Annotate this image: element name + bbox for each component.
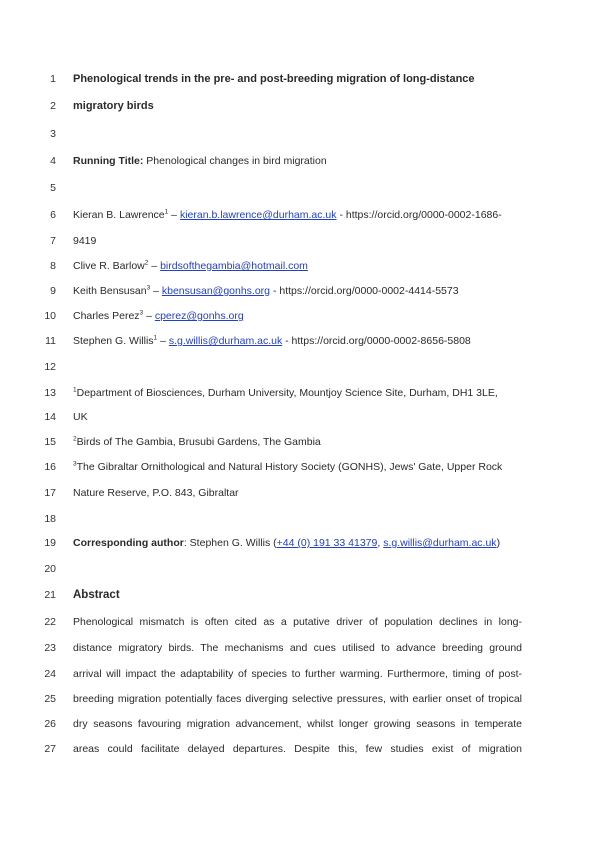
- author-name: Stephen G. Willis: [73, 335, 154, 347]
- corresponding-phone-link[interactable]: +44 (0) 191 33 41379: [276, 537, 378, 549]
- author-entry: [73, 259, 308, 273]
- author-affiliation-marker: 2: [144, 259, 149, 267]
- corresponding-name: : Stephen G. Willis (: [183, 537, 277, 549]
- author-name: Kieran B. Lawrence: [73, 209, 165, 221]
- author-affiliation-marker: 3: [146, 284, 151, 292]
- corresponding-email-link[interactable]: s.g.willis@durham.ac.uk: [383, 537, 497, 549]
- affiliation-3-cont: Nature Reserve, P.O. 843, Gibraltar: [73, 487, 239, 499]
- line-number: 13: [44, 387, 56, 399]
- line-number: 6: [50, 209, 56, 221]
- author-affiliation-marker: 1: [164, 208, 169, 216]
- line-number: 4: [50, 155, 56, 167]
- line-number: 21: [44, 589, 56, 601]
- author-email-link[interactable]: cperez@gonhs.org: [154, 310, 244, 322]
- line-number: 26: [44, 718, 56, 730]
- line-number: 7: [50, 235, 56, 247]
- affiliation-marker: 3: [73, 460, 77, 468]
- author-affiliation-marker: 3: [139, 309, 144, 317]
- line-number: 2: [50, 100, 56, 112]
- affiliation-1: [73, 386, 498, 400]
- author-orcid: - https://orcid.org/0000-0002-1686-: [336, 209, 502, 221]
- line-number: 19: [44, 537, 56, 549]
- line-number: 10: [44, 310, 56, 322]
- line-number: 8: [50, 260, 56, 272]
- line-number: 9: [50, 285, 56, 297]
- line-number: 18: [44, 513, 56, 525]
- affiliation-3: [73, 460, 502, 474]
- author-email-link[interactable]: kbensusan@gonhs.org: [161, 285, 271, 297]
- author-orcid: - https://orcid.org/0000-0002-4414-5573: [270, 285, 459, 297]
- affiliation-text: Birds of The Gambia, Brusubi Gardens, The Gambia: [76, 436, 321, 448]
- author-email-link[interactable]: birdsofthegambia@hotmail.com: [160, 260, 308, 272]
- line-number: 14: [44, 411, 56, 423]
- line-number: 15: [44, 436, 56, 448]
- author-name: Keith Bensusan: [73, 285, 147, 297]
- author-separator: –: [157, 335, 169, 347]
- author-entry: [73, 208, 502, 222]
- abstract-line: dry seasons favouring migration advancement, whilst longer growing seasons in temperate: [73, 718, 522, 730]
- author-separator: –: [143, 310, 155, 322]
- line-number: 23: [44, 642, 56, 654]
- line-number: 3: [50, 128, 56, 140]
- line-number: 25: [44, 693, 56, 705]
- line-number: 12: [44, 361, 56, 373]
- abstract-line: arrival will impact the adaptability of species to further warming. Furthermore, timing of post-: [73, 668, 522, 680]
- corresponding-comma: ,: [377, 537, 384, 549]
- author-orcid: - https://orcid.org/0000-0002-8656-5808: [282, 335, 471, 347]
- line-number: 17: [44, 487, 56, 499]
- abstract-line: areas could facilitate delayed departures. Despite this, few studies exist of migration: [73, 743, 522, 755]
- running-title-label: Running Title:: [73, 155, 144, 167]
- author-separator: –: [168, 209, 180, 221]
- line-number: 16: [44, 461, 56, 473]
- author-entry: [73, 334, 471, 348]
- author-separator: –: [148, 260, 161, 272]
- running-title-text: Phenological changes in bird migration: [143, 155, 327, 167]
- abstract-line: breeding migration potentially faces diverging selective pressures, with earlier onset of tropical: [73, 693, 522, 705]
- line-number: 20: [44, 563, 56, 575]
- author-entry: [73, 284, 459, 298]
- affiliation-text: Department of Biosciences, Durham University, Mountjoy Science Site, Durham, DH1 3LE,: [76, 387, 498, 399]
- affiliation-2: [73, 435, 321, 449]
- author-email-link[interactable]: s.g.willis@durham.ac.uk: [168, 335, 283, 347]
- line-number: 27: [44, 743, 56, 755]
- abstract-line: Phenological mismatch is often cited as a putative driver of population declines in long-: [73, 616, 522, 628]
- affiliation-text: The Gibraltar Ornithological and Natural History Society (GONHS), Jews' Gate, Upper Rock: [76, 461, 503, 473]
- author-separator: –: [150, 285, 162, 297]
- author-name: Charles Perez: [73, 310, 140, 322]
- author-entry: [73, 309, 244, 323]
- line-number: 11: [45, 335, 56, 347]
- affiliation-marker: 2: [73, 435, 77, 443]
- author-affiliation-marker: 1: [153, 334, 158, 342]
- corresponding-label: Corresponding author: [73, 537, 184, 549]
- corresponding-close: ): [496, 537, 501, 549]
- line-number: 22: [44, 616, 56, 628]
- paper-title-line-1: Phenological trends in the pre- and post-breeding migration of long-distance: [73, 73, 475, 85]
- affiliation-marker: 1: [73, 386, 77, 394]
- line-number: 24: [44, 668, 56, 680]
- paper-title-line-2: migratory birds: [73, 100, 154, 112]
- corresponding-author: [73, 536, 500, 550]
- line-number: 1: [50, 73, 56, 85]
- abstract-line: distance migratory birds. The mechanisms and cues utilised to advance breeding ground: [73, 642, 522, 654]
- author-email-link[interactable]: kieran.b.lawrence@durham.ac.uk: [179, 209, 337, 221]
- abstract-heading: Abstract: [73, 589, 120, 601]
- orcid-continuation: 9419: [73, 235, 97, 247]
- affiliation-1-cont: UK: [73, 411, 88, 423]
- running-title: [73, 154, 327, 168]
- author-name: Clive R. Barlow: [73, 260, 145, 272]
- line-number: 5: [50, 182, 56, 194]
